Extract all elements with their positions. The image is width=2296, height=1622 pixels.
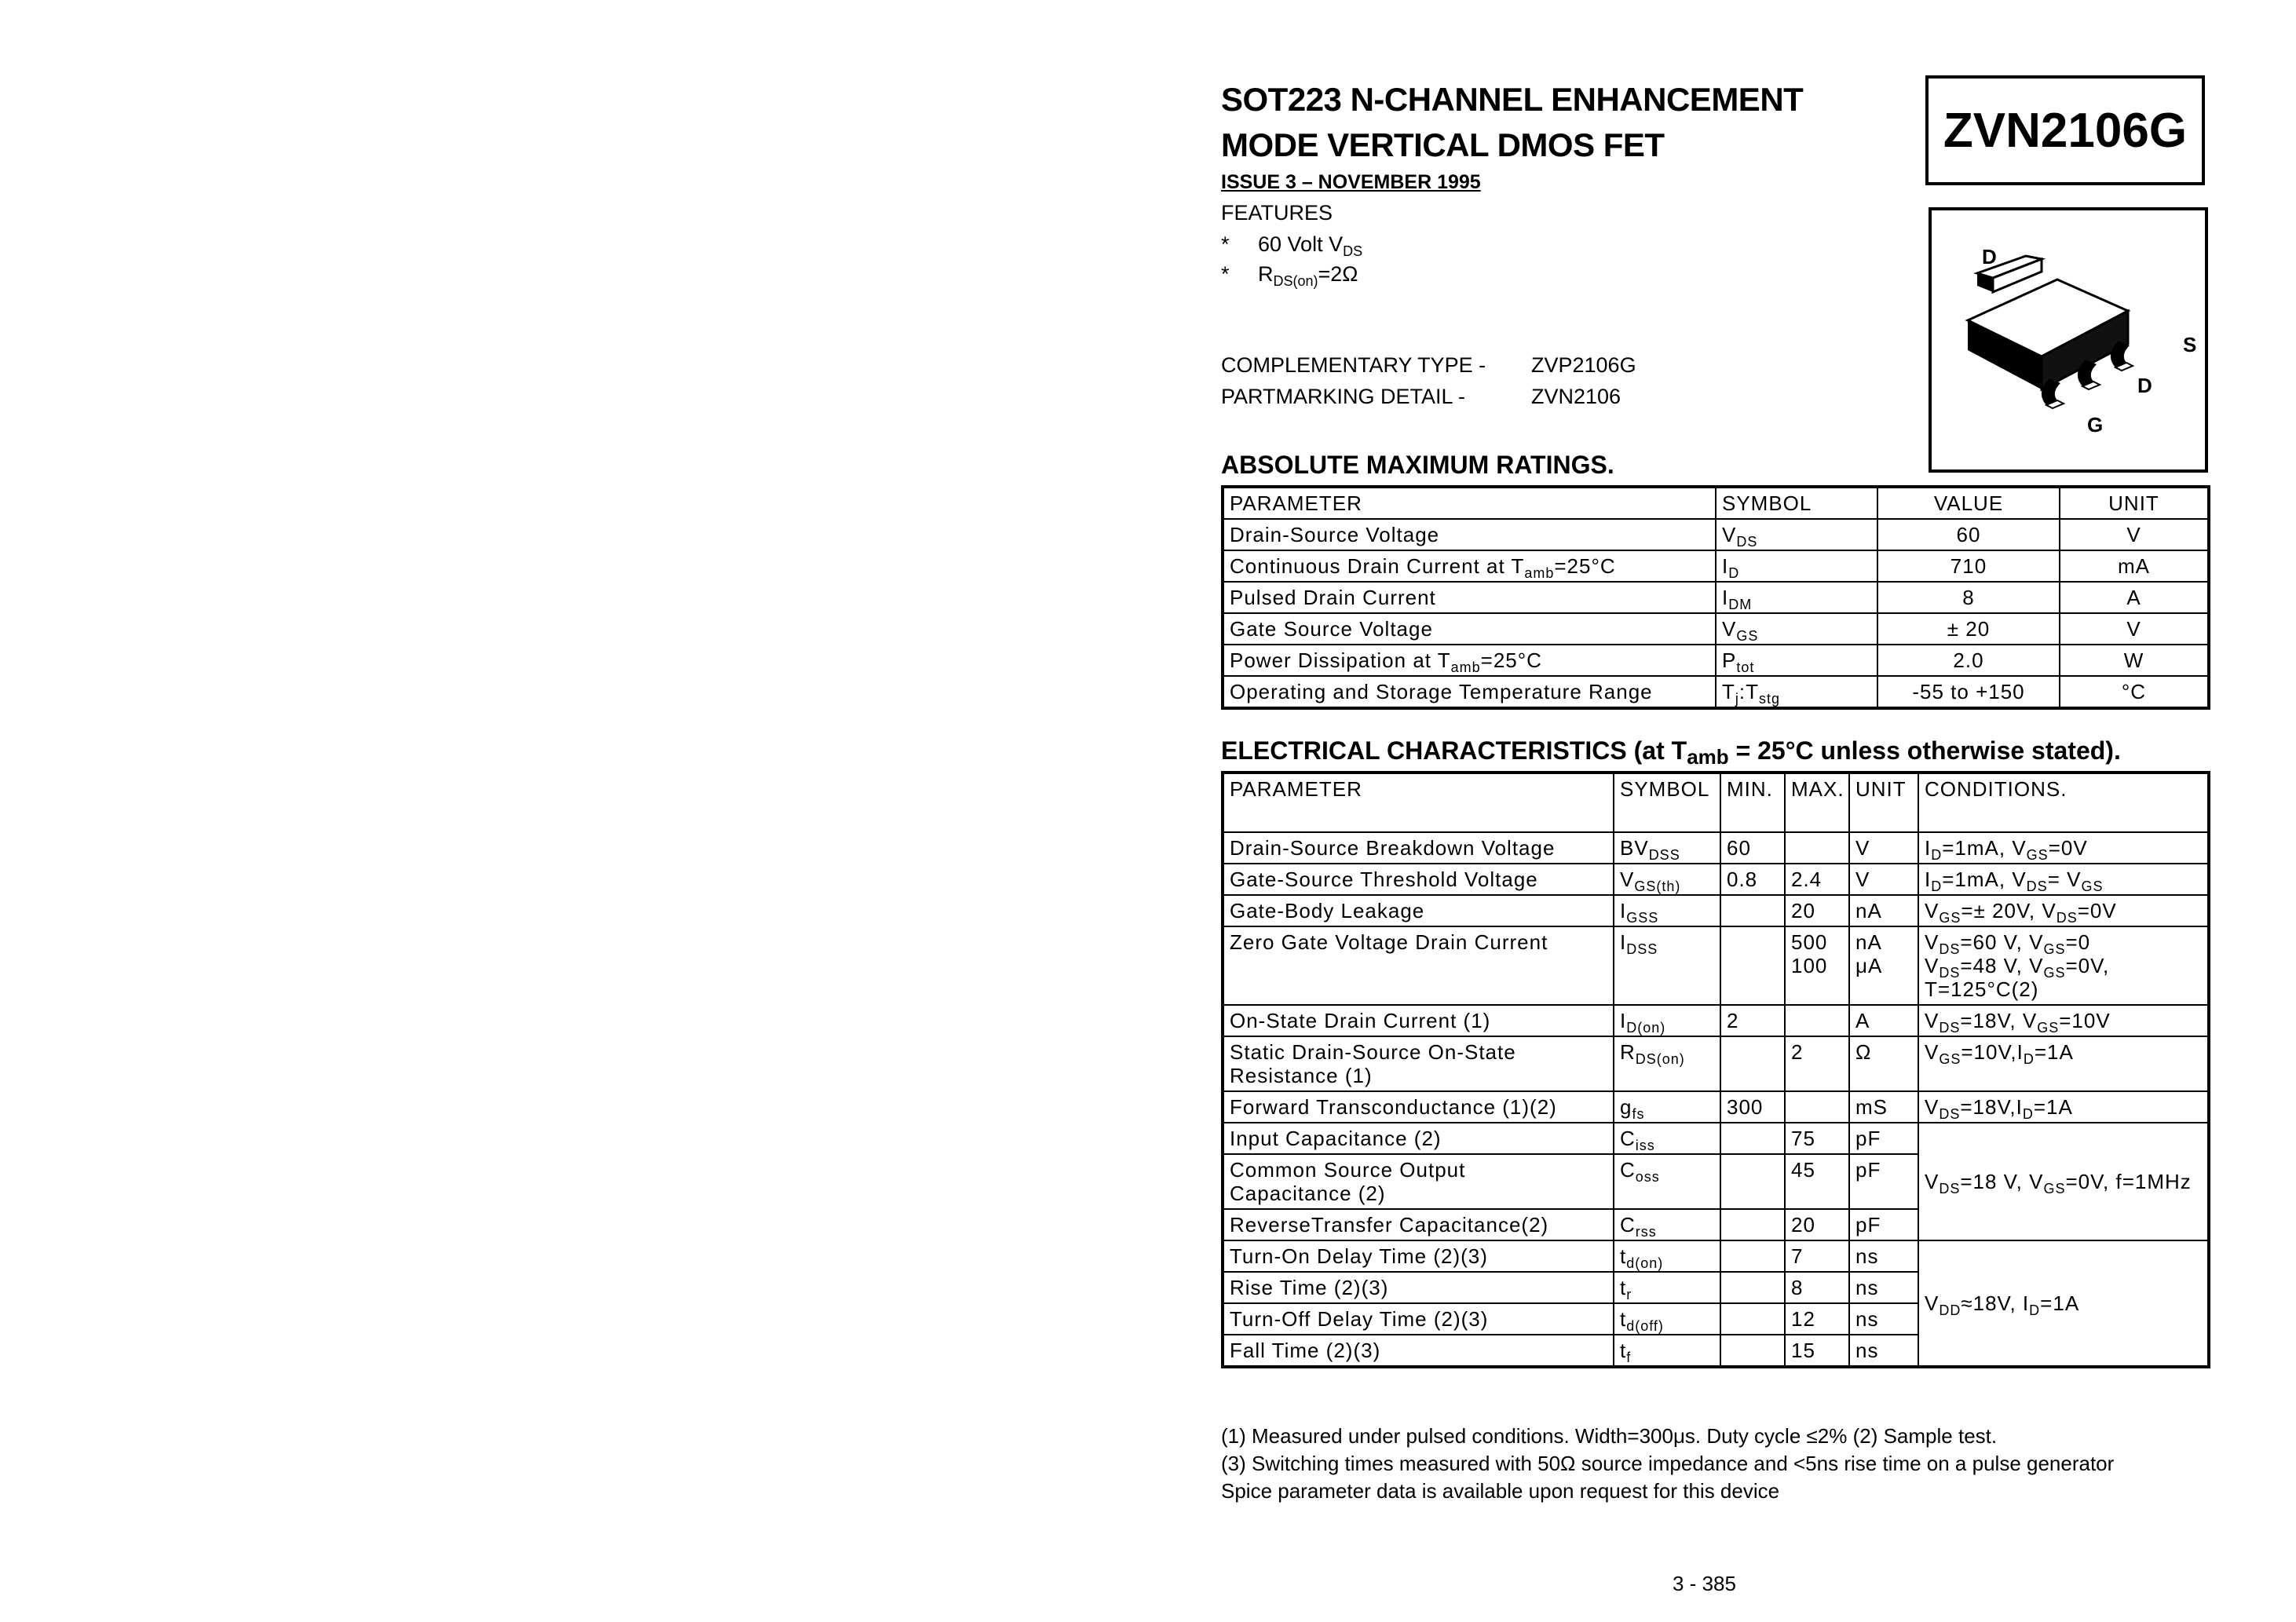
abs-max-heading: ABSOLUTE MAXIMUM RATINGS. xyxy=(1221,451,1614,479)
package-drawing-box xyxy=(1929,207,2208,473)
table-row: Static Drain-Source On-State Resistance (1) $R_{DS(on)}$ 2 Ω $V_{GS}=10V,I_D=1A$ xyxy=(1223,1036,2209,1091)
col-header: UNIT xyxy=(2060,487,2209,519)
abs-max-header-row xyxy=(1223,487,2209,519)
table-row: Gate-Body Leakage $I_{GSS}$ 20 nA $V_{GS}=\pm 20V$, $V_{DS}=0V$ xyxy=(1223,895,2209,926)
footnotes xyxy=(1221,1423,2114,1505)
pin-label-d-top: D xyxy=(1982,245,1997,269)
title-line-1: SOT223 N-CHANNEL ENHANCEMENT xyxy=(1221,81,1804,118)
table-row: Input Capacitance (2) $C_{iss}$ 75 pF $V_{DS}=18$ V, $V_{GS}=0V$, f=1MHz xyxy=(1223,1123,2209,1154)
col-header: PARAMETER xyxy=(1223,773,1614,832)
table-row: Gate-Source Threshold Voltage $V_{GS(th)}$ 0.8 2.4 V $I_D=1mA$, $V_{DS}= V_{GS}$ xyxy=(1223,864,2209,895)
pin-label-s: S xyxy=(2183,333,2197,356)
sot223-package-icon xyxy=(1932,210,2205,469)
col-header: MIN. xyxy=(1720,773,1785,832)
table-row: Drain-Source Voltage $V_{DS}$ 60 V xyxy=(1223,519,2209,550)
part-number: ZVN2106G xyxy=(1943,103,2188,158)
footnote-3: Spice parameter data is available upon request for this device xyxy=(1221,1479,1780,1503)
table-row: Operating and Storage Temperature Range $T_j:T_{stg}$ -55 to +150 °C xyxy=(1223,676,2209,708)
elec-char-heading: ELECTRICAL CHARACTERISTICS (at $T_{amb} = 25^\circ C$ unless otherwise stated). xyxy=(1221,736,2121,769)
table-row: On-State Drain Current (1) $I_{D(on)}$ 2 A $V_{DS}=18V$, $V_{GS}=10V$ xyxy=(1223,1005,2209,1036)
complementary-type-label: COMPLEMENTARY TYPE - xyxy=(1221,353,1486,377)
pin-label-g: G xyxy=(2087,413,2104,437)
partmarking-label: PARTMARKING DETAIL - xyxy=(1221,385,1466,408)
col-header: CONDITIONS. xyxy=(1918,773,2209,832)
table-row: Common Source Output Capacitance (2) $C_{oss}$ 45 pF xyxy=(1223,1154,2209,1209)
table-row: Continuous Drain Current at $T_{amb}=25^\circ C$ $I_D$ 710 mA xyxy=(1223,550,2209,582)
col-header: UNIT xyxy=(1849,773,1918,832)
features-heading: FEATURES xyxy=(1221,201,1333,225)
feature-item-2: $R_{DS(on)}=2\Omega$ xyxy=(1258,262,1358,289)
table-row: Rise Time (2)(3) $t_r$ 8 ns xyxy=(1223,1272,2209,1303)
table-row: Turn-On Delay Time (2)(3) $t_{d(on)}$ 7 ns $V_{DD}\approx 18V$, $I_D=1A$ xyxy=(1223,1240,2209,1272)
col-header: SYMBOL xyxy=(1614,773,1720,832)
switching-conditions: $V_{DD}\approx 18V$, $I_D=1A$ xyxy=(1918,1240,2209,1367)
abs-max-table xyxy=(1221,485,2210,710)
capacitance-conditions: $V_{DS}=18$ V, $V_{GS}=0V$, f=1MHz xyxy=(1918,1123,2209,1240)
title-line-2: MODE VERTICAL DMOS FET xyxy=(1221,126,1665,163)
table-row: Power Dissipation at $T_{amb}=25^\circ C$ $P_{tot}$ 2.0 W xyxy=(1223,645,2209,676)
table-row: ReverseTransfer Capacitance(2) $C_{rss}$ 20 pF xyxy=(1223,1209,2209,1240)
issue-date: ISSUE 3 – NOVEMBER 1995 xyxy=(1221,171,1481,193)
col-header: PARAMETER xyxy=(1223,487,1716,519)
col-header: MAX. xyxy=(1785,773,1849,832)
table-row: Forward Transconductance (1)(2) $g_{fs}$ 300 mS $V_{DS}=18V,I_D=1A$ xyxy=(1223,1091,2209,1123)
table-row: Turn-Off Delay Time (2)(3) $t_{d(off)}$ 12 ns xyxy=(1223,1303,2209,1335)
footnote-1: (1) Measured under pulsed conditions. Width=300μs. Duty cycle ≤2% (2) Sample test. xyxy=(1221,1424,1998,1448)
page-number: 3 - 385 xyxy=(1673,1572,1736,1595)
part-number-box xyxy=(1925,75,2205,185)
col-header: VALUE xyxy=(1877,487,2060,519)
complementary-type-value: ZVP2106G xyxy=(1531,353,1636,377)
footnote-2: (3) Switching times measured with 50Ω source impedance and <5ns rise time on a pulse generator xyxy=(1221,1452,2115,1475)
pin-label-d: D xyxy=(2137,374,2152,397)
table-row: Gate Source Voltage $V_{GS}$ ± 20 V xyxy=(1223,613,2209,645)
feature-bullet-2: * xyxy=(1221,262,1230,286)
elec-header-row xyxy=(1223,773,2209,832)
feature-item-1: 60 Volt $V_{DS}$ xyxy=(1258,232,1363,259)
table-row: Pulsed Drain Current $I_{DM}$ 8 A xyxy=(1223,582,2209,613)
elec-char-table xyxy=(1221,771,2210,1368)
col-header: SYMBOL xyxy=(1716,487,1877,519)
table-row: Zero Gate Voltage Drain Current $I_{DSS}$ 500 100 nA μA $V_{DS}=60$ V, $V_{GS}=0$ $V_{DS}=48$ V, $V_{GS}=0V$, T=125°C(2) xyxy=(1223,926,2209,1005)
partmarking-value: ZVN2106 xyxy=(1531,385,1621,408)
feature-bullet-1: * xyxy=(1221,232,1230,256)
table-row: Drain-Source Breakdown Voltage $BV_{DSS}$ 60 V $I_D=1mA$, $V_{GS}=0V$ xyxy=(1223,832,2209,864)
table-row: Fall Time (2)(3) $t_f$ 15 ns xyxy=(1223,1335,2209,1367)
